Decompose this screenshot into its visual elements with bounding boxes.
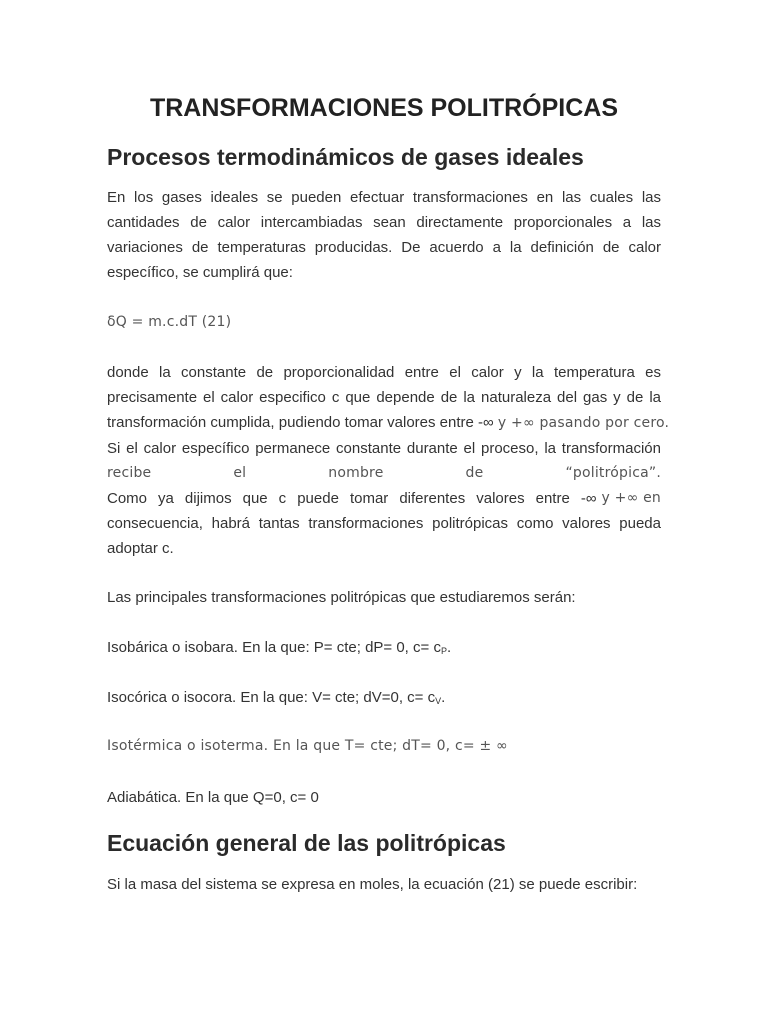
isochoric-end: . [441, 689, 446, 706]
explanation-line [107, 410, 670, 436]
isobaric-item [107, 635, 661, 664]
explanation-line-part: y +∞ en [601, 490, 661, 506]
isochoric-item [107, 685, 661, 714]
isothermal-item: Isotérmica o isoterma. En la que T= cte; dT= 0, c= ± ∞ [107, 738, 508, 754]
explanation-line [107, 486, 661, 511]
explanation-line: consecuencia, habrá tantas transformaciones politrópicas como valores pueda [107, 515, 661, 532]
explanation-line: recibe el nombre de “politrópica”. [107, 465, 661, 481]
section-heading-general-equation: Ecuación general de las politrópicas [107, 830, 506, 856]
isobaric-end: . [446, 639, 452, 656]
adiabatic-item: Adiabática. En la que Q=0, c= 0 [107, 789, 319, 806]
page-title: TRANSFORMACIONES POLITRÓPICAS [149, 94, 619, 122]
isochoric-subscript: V [435, 696, 442, 706]
isobaric-subscript: P [440, 646, 447, 656]
isochoric-text: Isocórica o isocora. En la que: V= cte; dV=0, c= c [107, 689, 436, 706]
isobaric-text: Isobárica o isobara. En la que: P= cte; dP= 0, c= c [107, 639, 441, 656]
section-heading-processes: Procesos termodinámicos de gases ideales [107, 144, 584, 170]
explanation-line-part: y +∞ pasando por cero. [497, 415, 670, 431]
explanation-paragraph [107, 360, 670, 561]
explanation-line: precisamente el calor especifico c que depende de la naturaleza del gas y de la [107, 389, 661, 406]
explanation-line-part: transformación cumplida, pudiendo tomar valores entre -∞ [107, 414, 498, 431]
explanation-line: donde la constante de proporcionalidad entre el calor y la temperatura es [107, 364, 661, 381]
explanation-line-part: Como ya dijimos que c puede tomar diferentes valores entre -∞ [107, 490, 597, 507]
explanation-line: Si el calor específico permanece constante durante el proceso, la transformación [107, 440, 661, 457]
list-intro: Las principales transformaciones politrópicas que estudiaremos serán: [107, 589, 576, 606]
intro-paragraph: En los gases ideales se pueden efectuar transformaciones en las cuales las cantidades de calor intercambiadas sean directamente proporcionales a las variaciones de temperaturas producidas. De acuerdo a la definición de calor específico, se cumplirá que: [107, 189, 661, 281]
explanation-line: adoptar c. [107, 540, 174, 557]
closing-paragraph: Si la masa del sistema se expresa en moles, la ecuación (21) se puede escribir: [107, 876, 638, 893]
equation-21: δQ = m.c.dT (21) [107, 314, 232, 330]
